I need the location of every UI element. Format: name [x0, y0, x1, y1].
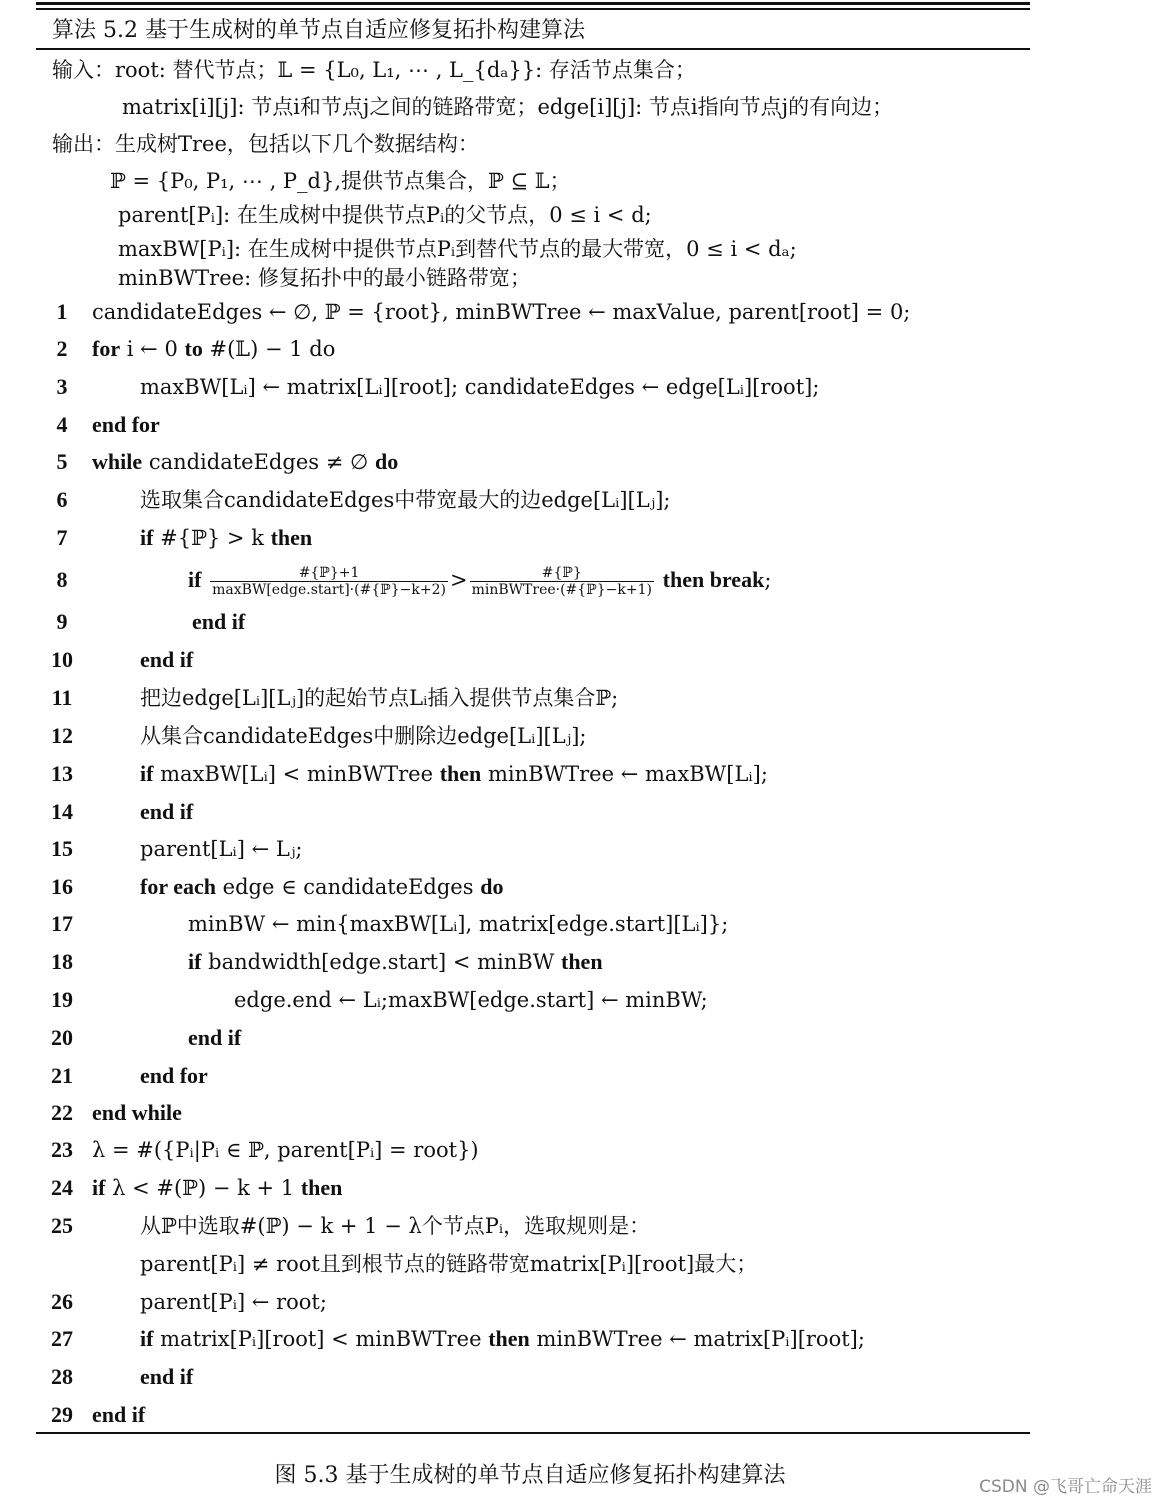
code-line — [0, 1321, 1168, 1357]
io-line — [0, 163, 1168, 199]
code-line — [0, 1020, 1168, 1056]
code-line — [0, 869, 1168, 905]
code-expr: #(𝕃) − 1 do — [209, 337, 336, 361]
code-expr: 从ℙ中选取#(ℙ) − k + 1 − λ个节点Pᵢ，选取规则是： — [140, 1214, 651, 1238]
line-number: 29 — [51, 1402, 73, 1427]
line-number: 3 — [56, 374, 68, 399]
fraction-numerator: #{ℙ}+1 — [298, 565, 360, 581]
figure-caption: 图 5.3 基于生成树的单节点自适应修复拓扑构建算法 — [274, 1463, 786, 1488]
keyword: end if — [140, 799, 194, 824]
code-line — [0, 444, 1168, 480]
code-expr: edge ∈ candidateEdges — [222, 875, 474, 899]
line-number: 21 — [51, 1063, 73, 1088]
keyword: while — [92, 449, 143, 474]
code-line — [0, 562, 1168, 598]
line-number: 12 — [51, 723, 73, 748]
fraction — [470, 565, 654, 598]
code-text — [188, 562, 771, 598]
keyword: for — [92, 336, 121, 361]
code-expr: ; — [764, 568, 772, 592]
line-number: 9 — [56, 609, 68, 634]
code-line — [0, 604, 1168, 640]
code-expr: minBWTree ← matrix[Pᵢ][root]; — [536, 1327, 865, 1351]
keyword: then — [270, 525, 313, 550]
code-expr: matrix[Pᵢ][root] < minBWTree — [160, 1327, 482, 1351]
code-line — [0, 294, 1168, 330]
io-line — [0, 260, 1168, 296]
keyword: then — [439, 761, 482, 786]
code-line — [0, 906, 1168, 942]
io-line — [0, 52, 1168, 88]
code-expr: λ < #(ℙ) − k + 1 — [112, 1176, 295, 1200]
code-text — [140, 831, 302, 867]
line-number: 18 — [51, 949, 73, 974]
code-line — [0, 482, 1168, 518]
code-expr: #{ℙ} > k — [160, 526, 264, 550]
keyword: end for — [140, 1063, 208, 1088]
io-line — [0, 89, 1168, 125]
line-number: 19 — [51, 987, 73, 1012]
code-expr: candidateEdges ← ∅, ℙ = {root}, minBWTree ← maxValue, parent[root] = 0; — [92, 300, 911, 324]
line-number: 28 — [51, 1364, 73, 1389]
fraction-numerator: #{ℙ} — [541, 565, 582, 581]
line-number: 26 — [51, 1289, 73, 1314]
line-number: 25 — [51, 1213, 73, 1238]
code-expr: 从集合candidateEdges中删除边edge[Lᵢ][Lⱼ]; — [140, 724, 587, 748]
code-expr: 把边edge[Lᵢ][Lⱼ]的起始节点Lᵢ插入提供节点集合ℙ; — [140, 686, 619, 710]
top-thin-rule — [36, 8, 1030, 10]
fraction-denominator: minBWTree·(#{ℙ}−k+1) — [471, 582, 652, 598]
keyword: end for — [92, 412, 160, 437]
code-text — [140, 1058, 208, 1094]
algorithm-title: 算法 5.2 基于生成树的单节点自适应修复拓扑构建算法 — [52, 18, 585, 43]
code-expr: λ = #({Pᵢ|Pᵢ ∈ ℙ, parent[Pᵢ] = root}) — [92, 1138, 479, 1162]
code-line — [0, 1058, 1168, 1094]
keyword: if — [140, 525, 154, 550]
keyword: if — [140, 761, 154, 786]
code-text — [92, 294, 910, 330]
code-text — [140, 1321, 865, 1357]
io-text: ℙ = {P₀, P₁, ⋯ , P_d},提供节点集合，ℙ ⊆ 𝕃； — [110, 169, 571, 193]
io-text: matrix[i][j]: 节点i和节点j之间的链路带宽；edge[i][j]: 节点i指向节点j的有向边； — [122, 95, 894, 119]
code-expr: minBWTree ← maxBW[Lᵢ]; — [487, 762, 768, 786]
code-text — [140, 1284, 327, 1320]
code-expr: parent[Pᵢ] ≠ root且到根节点的链路带宽matrix[Pᵢ][root]最大； — [140, 1252, 758, 1276]
code-line — [0, 369, 1168, 405]
code-text — [188, 906, 728, 942]
code-text — [192, 604, 245, 640]
io-text: 输入：root: 替代节点；𝕃 = {L₀, L₁, ⋯ , L_{dₐ}}: 存活节点集合； — [52, 58, 696, 82]
line-number: 5 — [56, 449, 68, 474]
code-text — [140, 1359, 193, 1395]
watermark: CSDN @飞哥亡命天涯 — [979, 1477, 1152, 1497]
code-text — [234, 982, 708, 1018]
keyword: end if — [140, 647, 194, 672]
code-text — [92, 1397, 145, 1433]
code-text — [92, 1132, 479, 1168]
code-line — [0, 407, 1168, 443]
code-line — [0, 1246, 1168, 1282]
line-number: 27 — [51, 1326, 73, 1351]
keyword: then break — [662, 567, 765, 592]
code-line — [0, 944, 1168, 980]
code-line — [0, 831, 1168, 867]
line-number: 15 — [51, 836, 73, 861]
code-text — [92, 1170, 342, 1206]
line-number: 2 — [56, 336, 68, 361]
line-number: 11 — [51, 685, 73, 710]
code-line — [0, 1397, 1168, 1433]
line-number: 8 — [56, 567, 68, 592]
code-line — [0, 1359, 1168, 1395]
code-text — [140, 680, 618, 716]
code-line — [0, 1284, 1168, 1320]
keyword: to — [184, 336, 203, 361]
keyword: end if — [140, 1364, 194, 1389]
code-line — [0, 331, 1168, 367]
io-line — [0, 197, 1168, 233]
code-expr: parent[Pᵢ] ← root; — [140, 1290, 327, 1314]
code-text — [188, 944, 603, 980]
line-number: 22 — [51, 1100, 73, 1125]
line-number: 6 — [56, 487, 68, 512]
code-text — [188, 1020, 241, 1056]
io-text: 输出：生成树Tree，包括以下几个数据结构： — [52, 132, 479, 156]
code-text — [140, 869, 503, 905]
line-number: 16 — [51, 874, 73, 899]
keyword: if — [92, 1175, 106, 1200]
line-number: 10 — [51, 647, 73, 672]
code-expr: maxBW[Lᵢ] ← matrix[Lᵢ][root]; candidateEdges ← edge[Lᵢ][root]; — [140, 375, 820, 399]
fraction-denominator: maxBW[edge.start]·(#{ℙ}−k+2) — [212, 582, 446, 598]
keyword: do — [374, 449, 399, 474]
keyword: end if — [92, 1402, 146, 1427]
code-expr: i ← 0 — [126, 337, 178, 361]
code-text — [92, 331, 335, 367]
keyword: if — [188, 567, 202, 592]
keyword: for each — [140, 874, 216, 899]
code-expr: bandwidth[edge.start] < minBW — [208, 950, 555, 974]
code-text — [140, 794, 193, 830]
code-line — [0, 1170, 1168, 1206]
code-text — [140, 1246, 757, 1282]
line-number: 20 — [51, 1025, 73, 1050]
code-expr: candidateEdges ≠ ∅ — [148, 450, 369, 474]
keyword: if — [188, 949, 202, 974]
keyword: then — [488, 1326, 530, 1351]
keyword: then — [561, 949, 603, 974]
code-line — [0, 642, 1168, 678]
top-thick-rule — [36, 2, 1030, 5]
io-line — [0, 126, 1168, 162]
code-line — [0, 520, 1168, 556]
code-line — [0, 718, 1168, 754]
code-text — [92, 444, 398, 480]
code-line — [0, 1095, 1168, 1131]
io-text: minBWTree: 修复拓扑中的最小链路带宽； — [118, 266, 531, 290]
header-rule — [36, 48, 1030, 50]
line-number: 14 — [51, 799, 73, 824]
io-text: parent[Pᵢ]: 在生成树中提供节点Pᵢ的父节点，0 ≤ i < d; — [118, 203, 652, 227]
code-expr: minBW ← min{maxBW[Lᵢ], matrix[edge.start][Lᵢ]}; — [188, 912, 729, 936]
keyword: end if — [192, 609, 246, 634]
code-expr: 选取集合candidateEdges中带宽最大的边edge[Lᵢ][Lⱼ]; — [140, 488, 671, 512]
keyword: end if — [188, 1025, 242, 1050]
code-text — [92, 407, 160, 443]
fraction — [210, 565, 448, 598]
code-text — [140, 369, 819, 405]
code-line — [0, 1208, 1168, 1244]
line-number: 7 — [56, 525, 68, 550]
line-number: 13 — [51, 761, 73, 786]
code-text — [140, 642, 193, 678]
code-text — [140, 756, 768, 792]
code-text — [140, 718, 586, 754]
code-line — [0, 680, 1168, 716]
line-number: 17 — [51, 911, 73, 936]
line-number: 24 — [51, 1175, 73, 1200]
code-expr: parent[Lᵢ] ← Lⱼ; — [140, 837, 303, 861]
keyword: end while — [92, 1100, 182, 1125]
code-text — [140, 482, 670, 518]
code-line — [0, 756, 1168, 792]
keyword: do — [480, 874, 504, 899]
io-text: maxBW[Pᵢ]: 在生成树中提供节点Pᵢ到替代节点的最大带宽，0 ≤ i < dₐ; — [118, 237, 797, 261]
operator: > — [449, 568, 468, 592]
line-number: 4 — [56, 412, 68, 437]
code-text — [140, 1208, 650, 1244]
code-text — [140, 520, 312, 556]
line-number: 1 — [56, 299, 68, 324]
code-expr: edge.end ← Lᵢ;maxBW[edge.start] ← minBW; — [234, 988, 708, 1012]
keyword: if — [140, 1326, 154, 1351]
code-text — [92, 1095, 182, 1131]
line-number: 23 — [51, 1137, 73, 1162]
code-line — [0, 982, 1168, 1018]
code-line — [0, 1132, 1168, 1168]
keyword: then — [300, 1175, 343, 1200]
code-line — [0, 794, 1168, 830]
code-expr: maxBW[Lᵢ] < minBWTree — [160, 762, 434, 786]
